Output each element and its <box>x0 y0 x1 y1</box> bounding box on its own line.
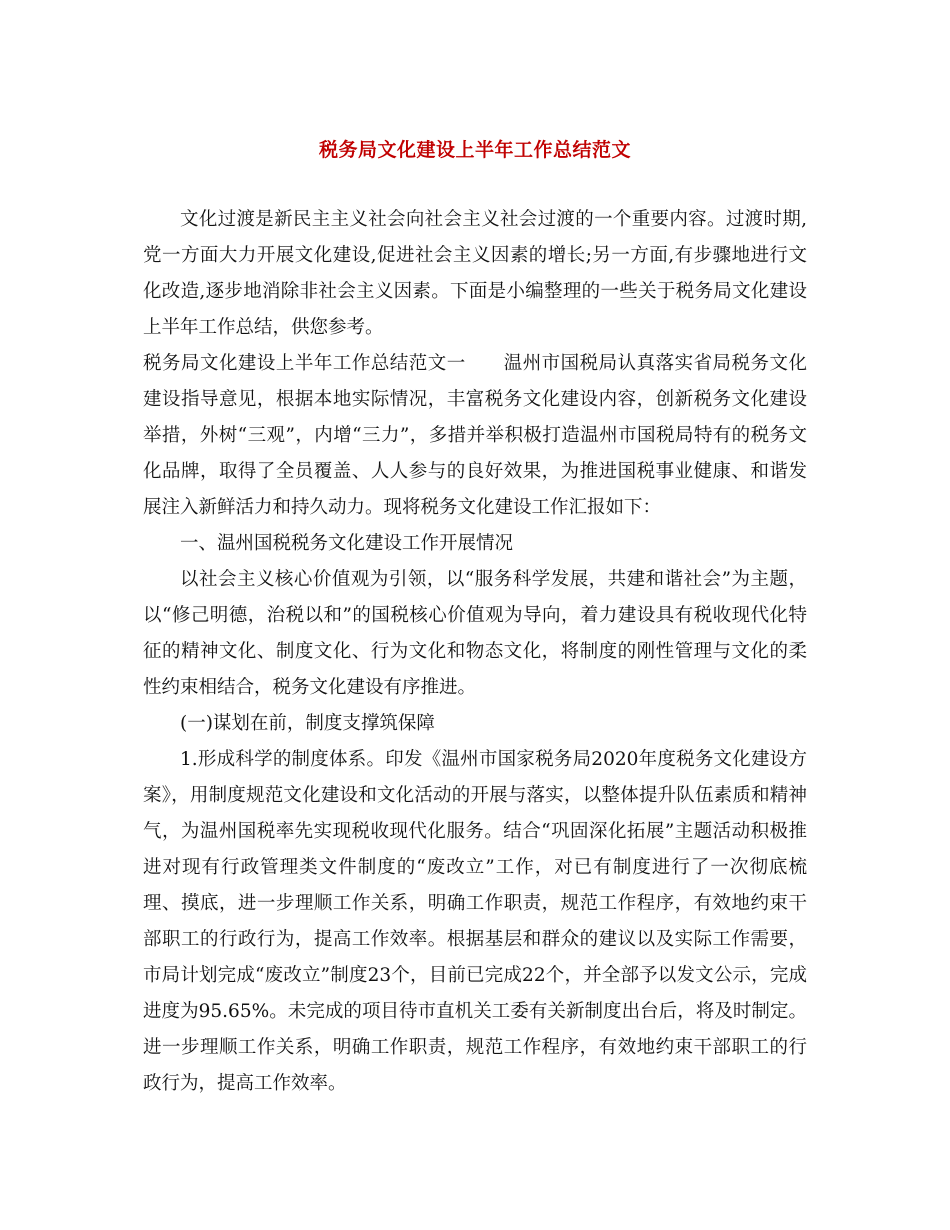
document-title: 税务局文化建设上半年工作总结范文 <box>318 139 631 161</box>
paragraph-institution-system: 1.形成科学的制度体系。印发《温州市国家税务局2020年度税务文化建设方案》，用制度规范文化建设和文化活动的开展与落实，以整体提升队伍素质和精神气，为温州国税率先实现税收现代化服务。结合“巩固深化拓展”主题活动积极推进对现有行政管理类文件制度的“废改立”工作，对已有制度进行了一次彻底梳理、摸底，进一步理顺工作关系，明确工作职责，规范工作程序，有效地约束干部职工的行政行为，提高工作效率。根据基层和群众的建议以及实际工作需要，市局计划完成“废改立”制度23个，目前已完成22个，并全部予以发文公示，完成进度为95.65%。未完成的项目待市直机关工委有关新制度出台后，将及时制定。进一步理顺工作关系，明确工作职责，规范工作程序，有效地约束干部职工的行政行为，提高工作效率。 <box>143 749 807 1094</box>
paragraph-intro: 文化过渡是新民主主义社会向社会主义社会过渡的一个重要内容。过渡时期,党一方面大力开展文化建设,促进社会主义因素的增长;另一方面,有步骤地进行文化改造,逐步地消除非社会主义因素。下面是小编整理的一些关于税务局文化建设上半年工作总结，供您参考。 <box>143 209 807 338</box>
document-page <box>143 0 807 1230</box>
paragraph-core-values: 以社会主义核心价值观为引领，以“服务科学发展，共建和谐社会”为主题，以“修己明德，治税以和”的国税核心价值观为导向，着力建设具有税收现代化特征的精神文化、制度文化、行为文化和物态文化，将制度的刚性管理与文化的柔性约束相结合，税务文化建设有序推进。 <box>143 569 807 698</box>
paragraph-section-one: 税务局文化建设上半年工作总结范文一 温州市国税局认真落实省局税务文化建设指导意见，根据本地实际情况，丰富税务文化建设内容，创新税务文化建设举措，外树“三观”，内增“三力”，多措并举积极打造温州市国税局特有的税务文化品牌，取得了全员覆盖、人人参与的良好效果，为推进国税事业健康、和谐发展注入新鲜活力和持久动力。现将税务文化建设工作汇报如下： <box>143 353 807 518</box>
document-body <box>143 202 807 1102</box>
heading-subsection-one: (一)谋划在前，制度支撑筑保障 <box>180 713 435 734</box>
heading-part-one: 一、温州国税税务文化建设工作开展情况 <box>180 533 514 554</box>
